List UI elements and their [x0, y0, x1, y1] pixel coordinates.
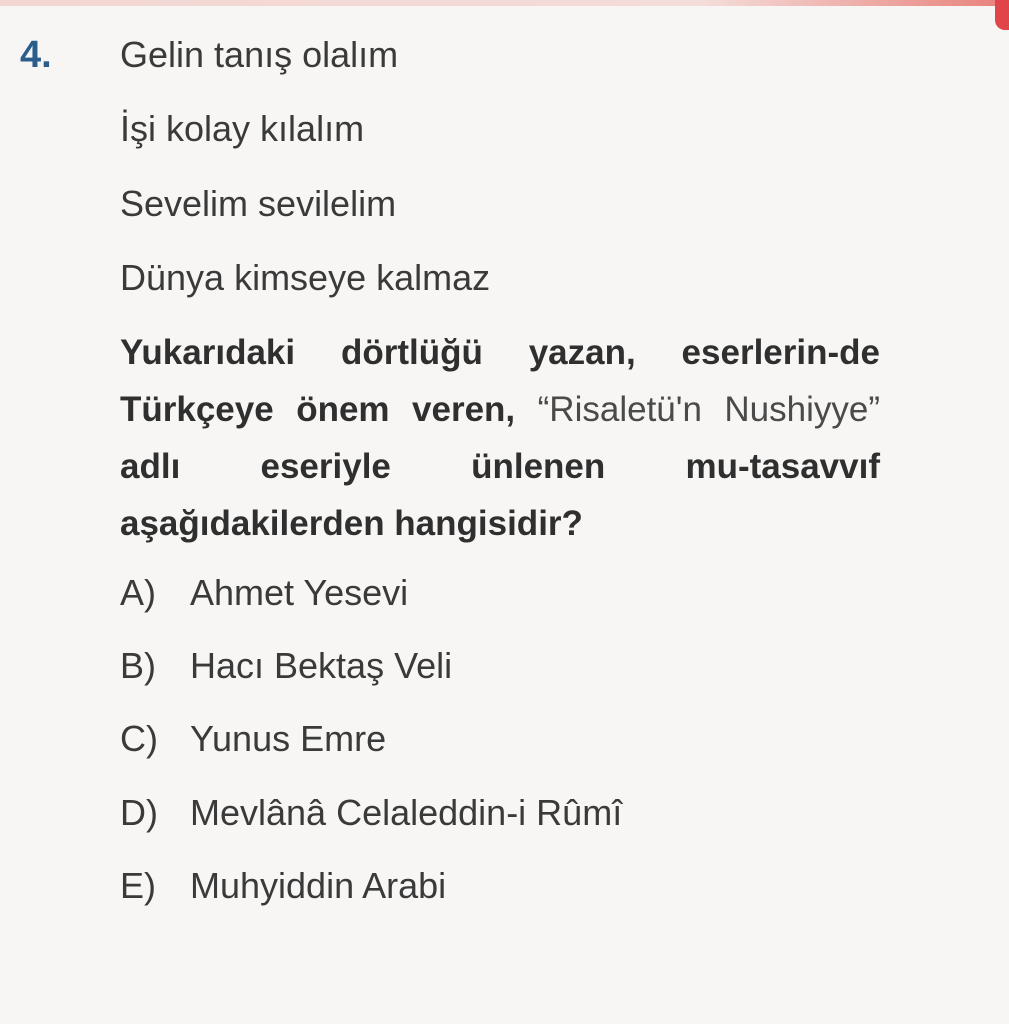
verse-line-3: Sevelim sevilelim — [120, 182, 397, 224]
stem-quoted-work: “Risaletü'n Nushiyye” — [537, 389, 880, 429]
option-a[interactable] — [120, 572, 880, 613]
option-letter: D) — [120, 791, 158, 833]
answer-options — [120, 572, 880, 907]
stem-part-2: adlı eseriyle ünlenen mu-tasavvıf aşağıdakilerden hangisidir? — [120, 446, 880, 543]
question-number: 4. — [20, 34, 52, 76]
verse-line-4: Dünya kimseye kalmaz — [120, 257, 491, 299]
page-corner-tab — [995, 0, 1009, 30]
verse-line-2: İşi kolay kılalım — [120, 108, 365, 150]
option-b[interactable] — [120, 645, 880, 686]
option-text: Hacı Bektaş Veli — [190, 644, 453, 686]
question-stem — [120, 324, 880, 552]
question-body — [120, 34, 880, 939]
stem-part-1: Yukarıdaki dörtlüğü yazan, eserlerin-de Türkçeye önem veren, — [120, 332, 880, 429]
option-d[interactable] — [120, 792, 880, 833]
option-letter: E) — [120, 865, 156, 907]
option-letter: C) — [120, 718, 158, 760]
option-e[interactable] — [120, 865, 880, 906]
verse-line-1: Gelin tanış olalım — [120, 34, 399, 75]
option-letter: A) — [120, 571, 156, 613]
option-text: Yunus Emre — [190, 718, 387, 760]
option-text: Muhyiddin Arabi — [190, 865, 447, 907]
option-text: Ahmet Yesevi — [190, 571, 409, 613]
page-top-edge — [0, 0, 1009, 6]
option-letter: B) — [120, 644, 156, 686]
option-c[interactable] — [120, 718, 880, 759]
option-text: Mevlânâ Celaleddin-i Rûmî — [190, 791, 623, 833]
